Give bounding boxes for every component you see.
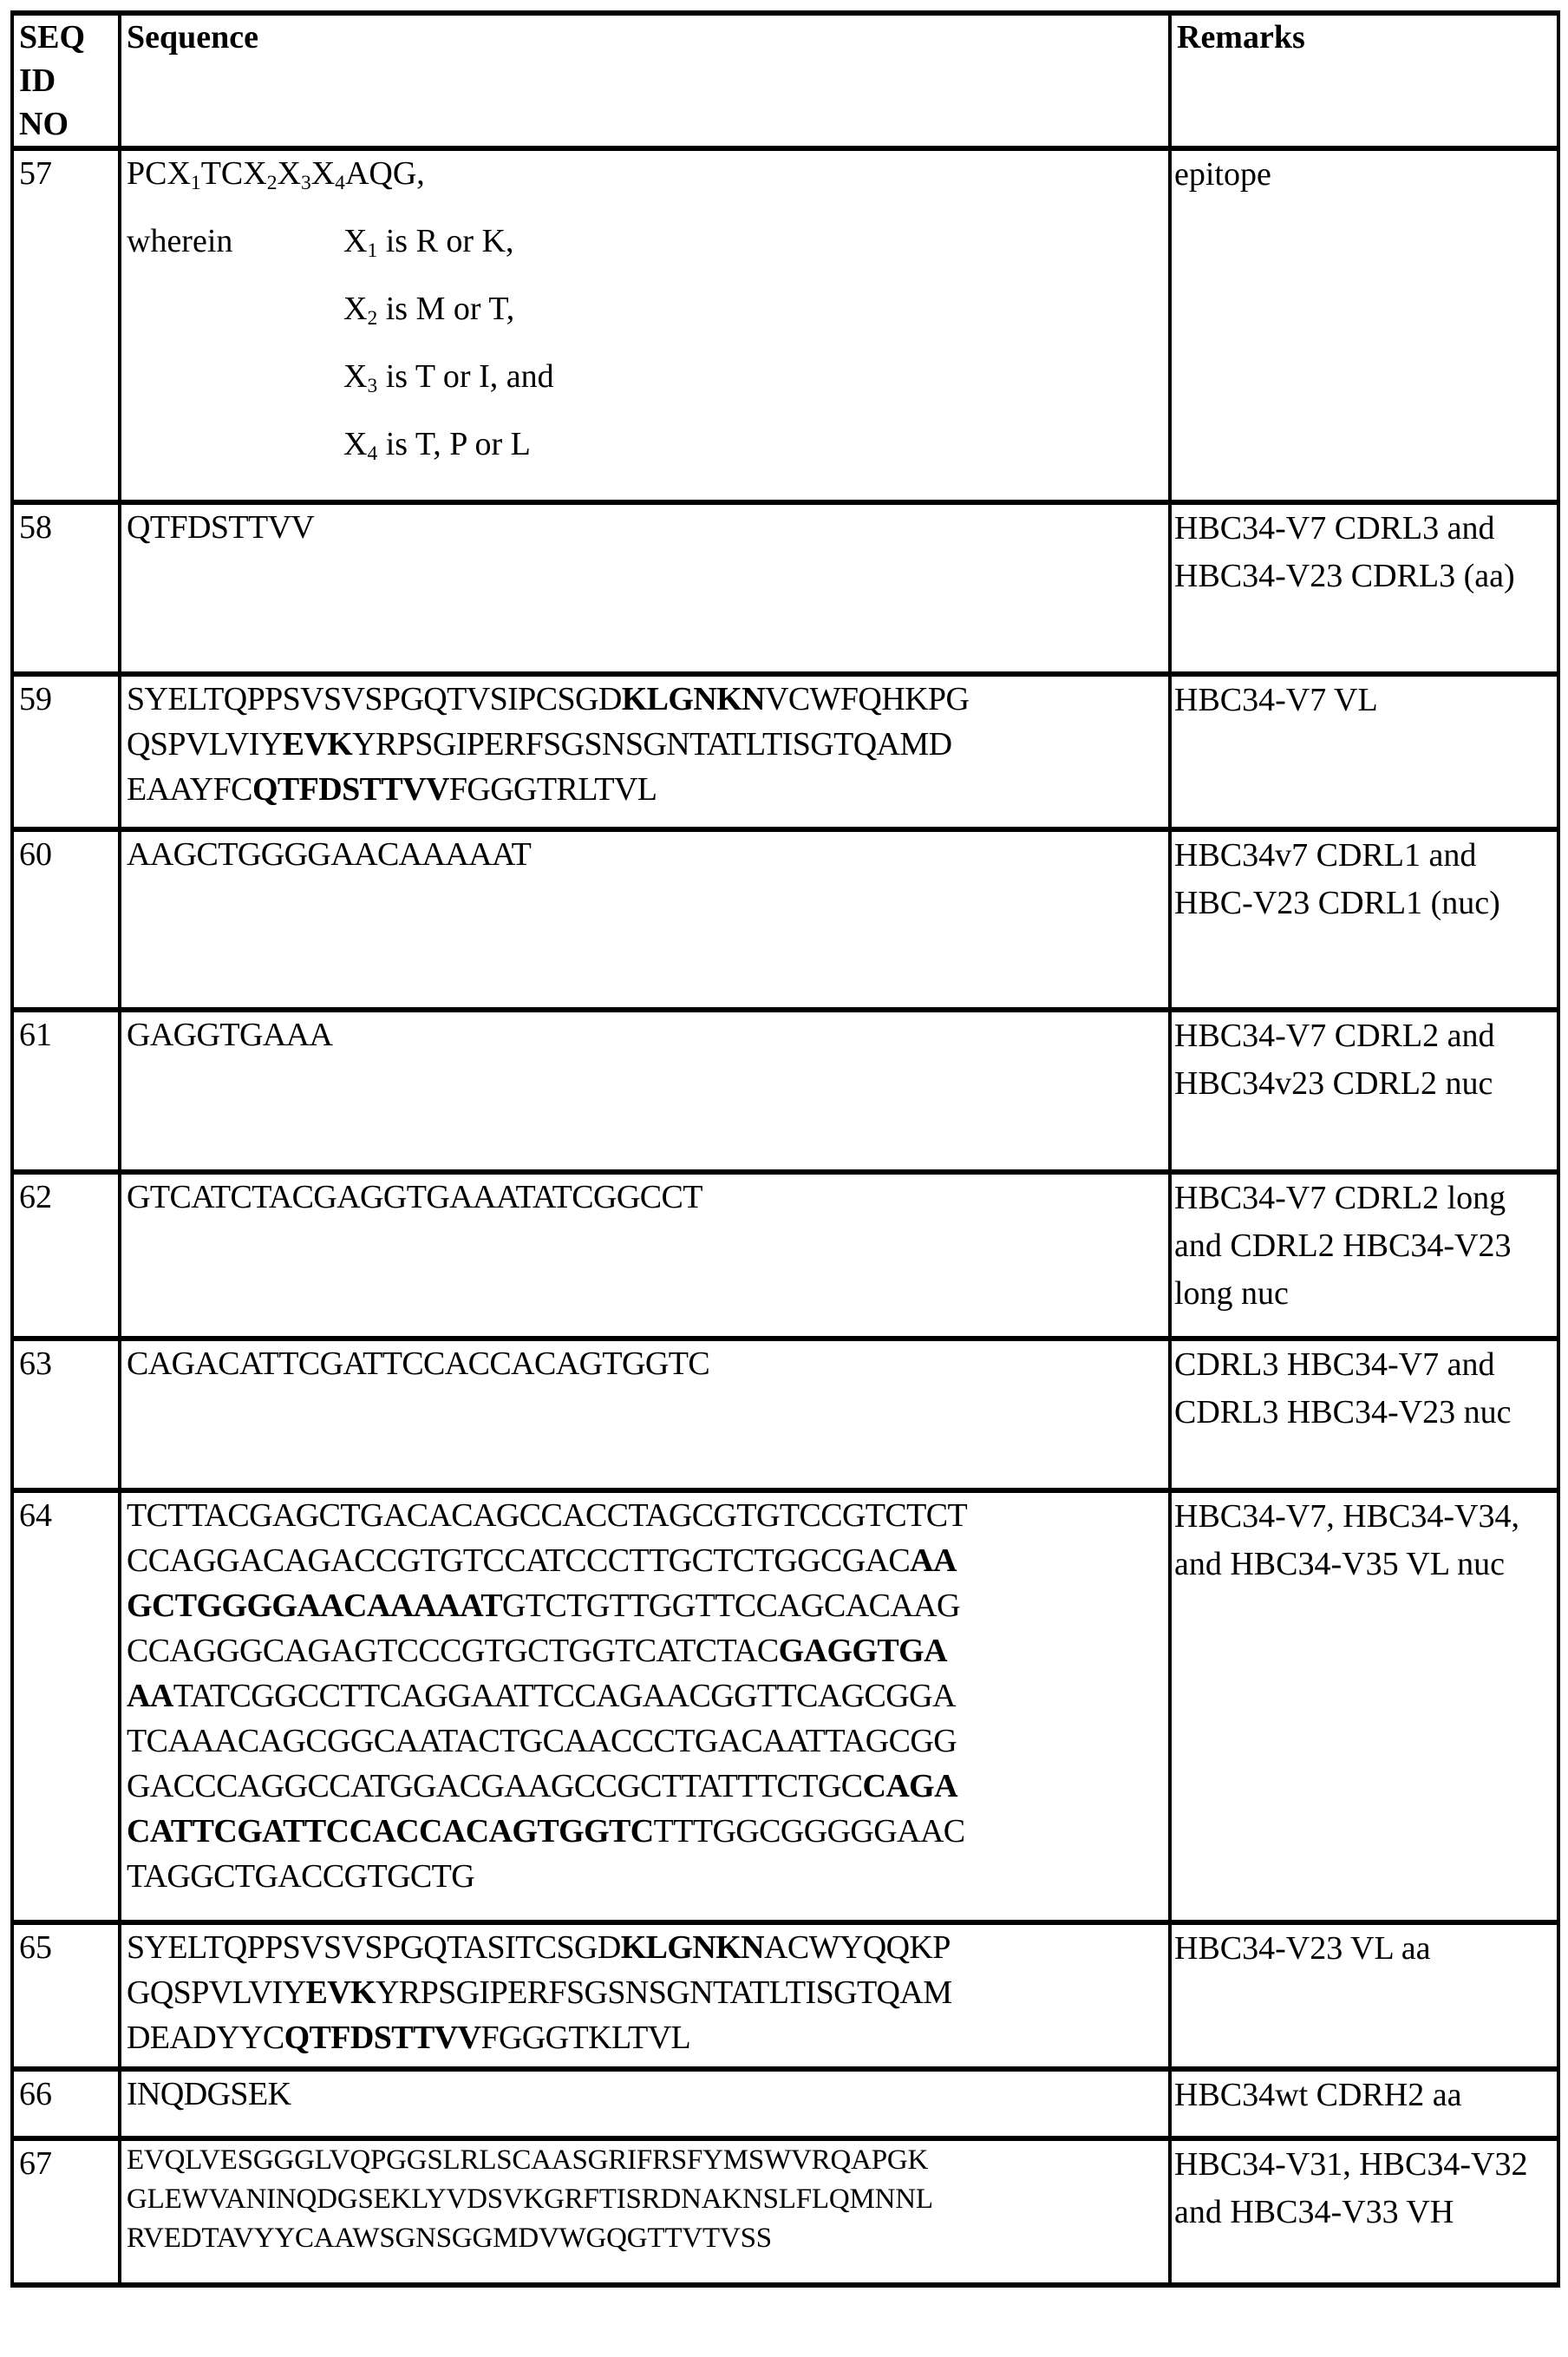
- seq-id-cell: 60: [12, 829, 120, 1010]
- sequence-segment-bold: QTFDSTTVV: [252, 771, 449, 808]
- sequence-line: [127, 1583, 1168, 1628]
- sequence-cell: [120, 2069, 1170, 2138]
- sequence-segment: QSPVLVIY: [127, 726, 283, 763]
- sequence-segment: QTFDSTTVV: [127, 509, 315, 546]
- sequence-segment-bold: EVK: [305, 1974, 376, 2011]
- table-row-58: [12, 502, 1558, 674]
- seq-id-cell: 61: [12, 1010, 120, 1172]
- table-row-62: [12, 1172, 1558, 1339]
- sequence-segment: TATCGGCCTTCAGGAATTCCAGAACGGTTCAGCGGA: [173, 1678, 956, 1714]
- sequence-segment-bold: QTFDSTTVV: [284, 2020, 481, 2056]
- wherein-label: wherein: [127, 223, 233, 259]
- remarks-cell: HBC34-V7 CDRL2 and HBC34v23 CDRL2 nuc: [1170, 1010, 1558, 1172]
- sequence-line: [127, 1493, 1168, 1538]
- sequence-segment: CCAGGGCAGAGTCCCGTGCTGGTCATCTAC: [127, 1633, 779, 1669]
- condition-desc: is M or T,: [377, 291, 515, 327]
- header-seq-id-line1: SEQ: [19, 19, 86, 56]
- header-remarks: Remarks: [1170, 13, 1558, 148]
- condition-sub: 3: [367, 374, 378, 397]
- remarks-cell: HBC34-V7 CDRL3 and HBC34-V23 CDRL3 (aa): [1170, 502, 1558, 674]
- table-row-61: [12, 1010, 1558, 1172]
- condition-text: [343, 354, 554, 399]
- sequence-segment: GQSPVLVIY: [127, 1974, 306, 2011]
- seq-id-cell: 65: [12, 1922, 120, 2069]
- sequence-segment: TTTGGCGGGGGAAC: [653, 1813, 965, 1850]
- sequence-segment-bold: CATTCGATTCCACCACAGTGGTC: [127, 1813, 654, 1850]
- formula-subscript: 2: [266, 171, 278, 194]
- condition-sub: 4: [367, 442, 378, 465]
- sequence-segment: TCTTACGAGCTGACACAGCCACCTAGCGTGTCCGTCTCT: [127, 1497, 968, 1534]
- remarks-cell: HBC34v7 CDRL1 and HBC-V23 CDRL1 (nuc): [1170, 829, 1558, 1010]
- condition-var: X: [343, 358, 368, 395]
- remarks-cell: HBC34-V7, HBC34-V34, and HBC34-V35 VL nuc: [1170, 1490, 1558, 1922]
- sequence-line: [127, 505, 1168, 550]
- remarks-cell: HBC34-V23 VL aa: [1170, 1922, 1558, 2069]
- sequence-segment: VCWFQHKPG: [765, 681, 970, 717]
- remarks-cell: HBC34wt CDRH2 aa: [1170, 2069, 1558, 2138]
- sequence-segment: GAGGTGAAA: [127, 1017, 333, 1053]
- sequence-line: [127, 2015, 1168, 2060]
- header-sequence: Sequence: [120, 13, 1170, 148]
- sequence-cell: [120, 502, 1170, 674]
- sequence-cell: [120, 1010, 1170, 1172]
- sequence-cell: [120, 2138, 1170, 2285]
- formula-subscript: 1: [190, 171, 201, 194]
- formula-text: X: [277, 155, 301, 192]
- sequence-segment: GTCATCTACGAGGTGAAATATCGGCCT: [127, 1179, 702, 1215]
- table-row-59: [12, 674, 1558, 829]
- sequence-line: [127, 722, 1168, 767]
- formula-text: TCX: [200, 155, 267, 192]
- sequence-segment: RVEDTAVYYCAAWSGNSGGMDVWGQGTTVTVSS: [127, 2223, 772, 2254]
- condition-text: [343, 422, 531, 467]
- header-seq-id-no: [12, 13, 120, 148]
- remarks-cell: epitope: [1170, 148, 1558, 502]
- sequence-segment-bold: GAGGTGA: [778, 1633, 947, 1669]
- condition-sub: 2: [367, 306, 378, 330]
- sequence-line: [127, 1854, 1168, 1899]
- table-row-57: [12, 148, 1558, 502]
- remarks-cell: HBC34-V7 CDRL2 long and CDRL2 HBC34-V23 long nuc: [1170, 1172, 1558, 1339]
- condition-row: [127, 422, 1168, 467]
- remarks-cell: HBC34-V31, HBC34-V32 and HBC34-V33 VH: [1170, 2138, 1558, 2285]
- condition-var: X: [343, 426, 368, 462]
- sequence-segment-bold: KLGNKN: [620, 1929, 765, 1966]
- condition-indent: [127, 422, 343, 467]
- sequence-line: [127, 1764, 1168, 1809]
- sequence-segment: ACWYQQKP: [764, 1929, 951, 1966]
- sequence-line: [127, 1809, 1168, 1854]
- seq-id-cell: 66: [12, 2069, 120, 2138]
- epitope-formula: [127, 151, 1168, 196]
- formula-text: X: [310, 155, 336, 192]
- sequence-segment: TCAAACAGCGGCAATACTGCAACCCTGACAATTAGCGG: [127, 1723, 957, 1759]
- sequence-segment-bold: CAGA: [862, 1768, 957, 1804]
- table-row-67: [12, 2138, 1558, 2285]
- sequence-segment: GTCTGTTGGTTCCAGCACAAG: [502, 1588, 960, 1624]
- sequence-cell: [120, 674, 1170, 829]
- sequence-segment: YRPSGIPERFSGSNSGNTATLTISGTQAMD: [352, 726, 952, 763]
- sequence-listing-table: [10, 10, 1560, 2288]
- sequence-segment: DEADYYC: [127, 2020, 284, 2056]
- seq-id-cell: 64: [12, 1490, 120, 1922]
- header-seq-id-line2: ID: [19, 62, 56, 99]
- table-row-64: [12, 1490, 1558, 1922]
- sequence-segment: INQDGSEK: [127, 2076, 291, 2112]
- sequence-line: [127, 677, 1168, 722]
- condition-row: [127, 286, 1168, 331]
- sequence-line: [127, 767, 1168, 812]
- sequence-segment-bold: EVK: [282, 726, 353, 763]
- table-row-66: [12, 2069, 1558, 2138]
- sequence-line: [127, 1175, 1168, 1220]
- sequence-segment-bold: GCTGGGGAACAAAAAT: [127, 1588, 503, 1624]
- sequence-segment: SYELTQPPSVSVSPGQTVSIPCSGD: [127, 681, 622, 717]
- sequence-segment: YRPSGIPERFSGSNSGNTATLTISGTQAM: [376, 1974, 952, 2011]
- remarks-cell: CDRL3 HBC34-V7 and CDRL3 HBC34-V23 nuc: [1170, 1339, 1558, 1490]
- condition-desc: is T or I, and: [377, 358, 554, 395]
- sequence-cell: [120, 1490, 1170, 1922]
- sequence-cell: [120, 829, 1170, 1010]
- seq-id-cell: 58: [12, 502, 120, 674]
- sequence-segment: AAGCTGGGGAACAAAAAT: [127, 836, 532, 873]
- sequence-line: [127, 1970, 1168, 2015]
- seq-id-cell: 63: [12, 1339, 120, 1490]
- sequence-line: [127, 1538, 1168, 1583]
- sequence-segment: GACCCAGGCCATGGACGAAGCCGCTTATTTCTGC: [127, 1768, 863, 1804]
- sequence-line: [127, 2141, 1168, 2180]
- sequence-line: [127, 1719, 1168, 1764]
- seq-id-cell: 67: [12, 2138, 120, 2285]
- table-row-60: [12, 829, 1558, 1010]
- formula-subscript: 4: [335, 171, 345, 194]
- condition-sub: 1: [367, 239, 378, 262]
- condition-var: X: [343, 291, 368, 327]
- sequence-segment: FGGGTKLTVL: [480, 2020, 691, 2056]
- sequence-cell: [120, 1922, 1170, 2069]
- sequence-segment-bold: KLGNKN: [621, 681, 765, 717]
- sequence-segment: GLEWVANINQDGSEKLYVDSVKGRFTISRDNAKNSLFLQMNNL: [127, 2183, 933, 2215]
- formula-subscript: 3: [300, 171, 311, 194]
- condition-row: [127, 354, 1168, 399]
- seq-id-cell: 62: [12, 1172, 120, 1339]
- sequence-line: [127, 1628, 1168, 1673]
- sequence-segment: EAAYFC: [127, 771, 252, 808]
- sequence-line: [127, 832, 1168, 877]
- sequence-line: [127, 2180, 1168, 2219]
- seq-id-cell: 57: [12, 148, 120, 502]
- table-row-65: [12, 1922, 1558, 2069]
- sequence-segment: FGGGTRLTVL: [448, 771, 657, 808]
- sequence-segment-bold: AA: [910, 1542, 957, 1579]
- sequence-segment: SYELTQPPSVSVSPGQTASITCSGD: [127, 1929, 621, 1966]
- sequence-line: [127, 1012, 1168, 1057]
- sequence-segment: CAGACATTCGATTCCACCACAGTGGTC: [127, 1345, 710, 1382]
- condition-var: X: [343, 223, 368, 259]
- sequence-segment: TAGGCTGACCGTGCTG: [127, 1858, 475, 1895]
- condition-row: [127, 219, 1168, 264]
- sequence-line: [127, 2072, 1168, 2117]
- condition-indent: [127, 354, 343, 399]
- sequence-segment: CCAGGACAGACCGTGTCCATCCCTTGCTCTGGCGAC: [127, 1542, 911, 1579]
- remarks-cell: HBC34-V7 VL: [1170, 674, 1558, 829]
- sequence-line: [127, 1673, 1168, 1719]
- sequence-line: [127, 1925, 1168, 1970]
- condition-desc: is R or K,: [377, 223, 514, 259]
- table-row-63: [12, 1339, 1558, 1490]
- header-row: [12, 13, 1558, 148]
- sequence-cell: [120, 1339, 1170, 1490]
- formula-text: PCX: [127, 155, 191, 192]
- condition-indent: [127, 286, 343, 331]
- seq-id-cell: 59: [12, 674, 120, 829]
- sequence-segment: EVQLVESGGGLVQPGGSLRLSCAASGRIFRSFYMSWVRQAPGK: [127, 2144, 929, 2176]
- condition-text: [343, 219, 514, 264]
- condition-text: [343, 286, 514, 331]
- sequence-cell: [120, 148, 1170, 502]
- sequence-line: [127, 1341, 1168, 1386]
- sequence-segment-bold: AA: [127, 1678, 173, 1714]
- sequence-line: [127, 2219, 1168, 2258]
- condition-desc: is T, P or L: [377, 426, 531, 462]
- header-seq-id-line3: NO: [19, 106, 69, 142]
- formula-text: AQG,: [344, 155, 425, 192]
- sequence-cell: [120, 1172, 1170, 1339]
